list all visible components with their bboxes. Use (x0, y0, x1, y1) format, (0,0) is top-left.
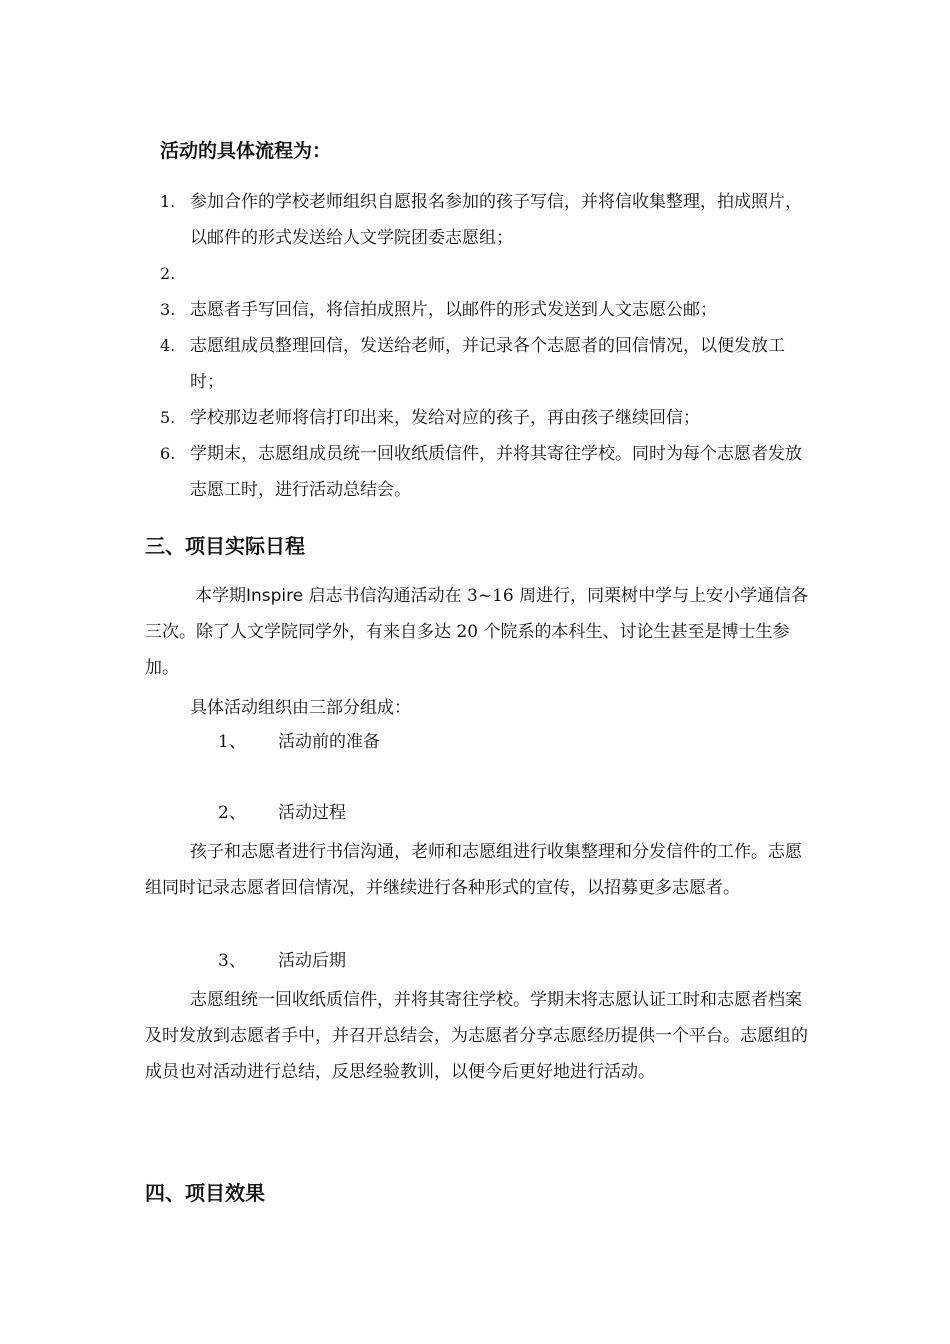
step-number: 5. (160, 408, 176, 427)
intro-prefix: 本学期 (195, 586, 246, 606)
sub-item-number: 2、 (218, 803, 246, 823)
step-number: 6. (160, 444, 176, 463)
step-number: 1. (160, 192, 176, 211)
step-text: 参加合作的学校老师组织自愿报名参加的孩子写信，并将信收集整理，拍成照片，以邮件的形式发送给人文学院团委志愿组； (190, 192, 802, 248)
intro-rest: 活动在 3~16 周进行，同栗树中学与上安小学通信各三次。除了人文学院同学外，有来自多达 20 个院系的本科生、讨论生甚至是博士生参加。 (145, 586, 809, 678)
sub-item-number: 3、 (218, 951, 246, 971)
flow-steps-list (160, 184, 810, 508)
sub-item-label: 活动后期 (278, 951, 346, 971)
step-text: 志愿组成员整理回信，发送给老师，并记录各个志愿者的回信情况，以便发放工时； (190, 336, 785, 392)
step-text: 学校那边老师将信打印出来，发给对应的孩子，再由孩子继续回信； (190, 408, 700, 428)
step-text: 学期末，志愿组成员统一回收纸质信件，并将其寄往学校。同时为每个志愿者发放志愿工时，进行活动总结会。 (190, 444, 802, 500)
flow-step (160, 292, 810, 328)
step-text: 志愿者手写回信，将信拍成照片，以邮件的形式发送到人文志愿公邮； (190, 300, 717, 320)
flow-step (160, 328, 810, 400)
intro-brand: Inspire 启志书信沟通 (246, 586, 411, 606)
section4-heading: 四、项目效果 (145, 1181, 265, 1205)
sub-item-label: 活动前的准备 (278, 732, 380, 752)
flow-step (160, 256, 810, 292)
section3-heading: 三、项目实际日程 (145, 534, 305, 558)
flow-step (160, 400, 810, 436)
step-number: 4. (160, 336, 176, 355)
flow-step (160, 436, 810, 508)
flow-step (160, 184, 810, 256)
step-number: 2. (160, 264, 176, 283)
sub-item-number: 1、 (218, 732, 246, 752)
flow-heading: 活动的具体流程为： (160, 140, 332, 162)
step-number: 3. (160, 300, 176, 319)
section3-intro-paragraph (145, 578, 810, 686)
later-paragraph: 志愿组统一回收纸质信件，并将其寄往学校。学期末将志愿认证工时和志愿者档案及时发放到志愿者手中，并召开总结会，为志愿者分享志愿经历提供一个平台。志愿组的成员也对活动进行总结，反思经验教训，以便今后更好地进行活动。 (145, 990, 808, 1082)
organization-line: 具体活动组织由三部分组成： (190, 698, 411, 718)
sub-item-label: 活动过程 (278, 803, 346, 823)
process-paragraph: 孩子和志愿者进行书信沟通，老师和志愿组进行收集整理和分发信件的工作。志愿组同时记录志愿者回信情况，并继续进行各种形式的宣传，以招募更多志愿者。 (145, 842, 802, 898)
